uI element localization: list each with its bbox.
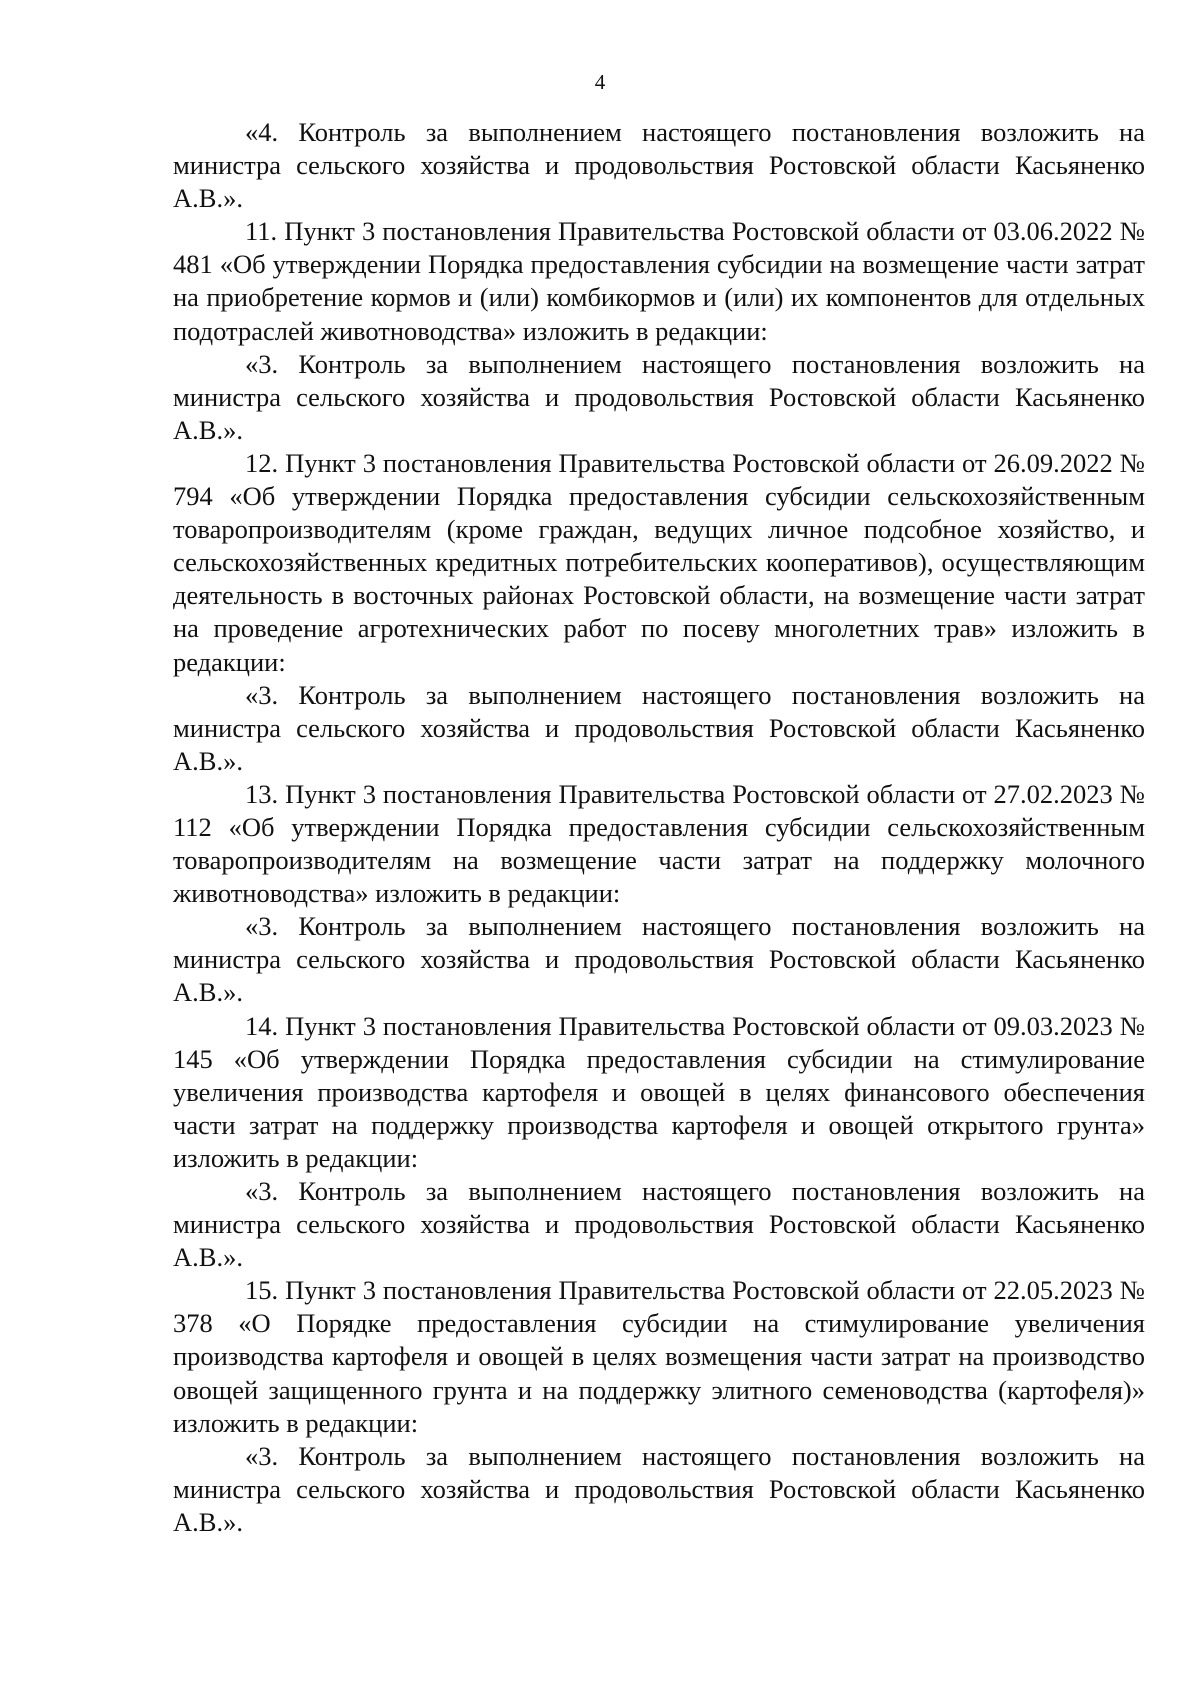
document-body <box>173 116 1145 1539</box>
paragraph-item-13: 13. Пункт 3 постановления Правительства Ростовской области от 27.02.2023 № 112 «Об утверждении Порядка предоставления субсидии сельскохозяйственным товаропроизводителям на возмещение части затрат на поддержку молочного животноводства» изложить в редакции: <box>173 778 1145 909</box>
paragraph-quote-3: «3. Контроль за выполнением настоящего постановления возложить на министра сельского хозяйства и продовольствия Ростовской области Касьяненко А.В.». <box>173 348 1145 445</box>
paragraph-item-11: 11. Пункт 3 постановления Правительства Ростовской области от 03.06.2022 № 481 «Об утверждении Порядка предоставления субсидии на возмещение части затрат на приобретение кормов и (или) комбикормов и (или) их компонентов для отдельных подотраслей животноводства» изложить в редакции: <box>173 216 1145 346</box>
paragraph-quote-3: «3. Контроль за выполнением настоящего постановления возложить на министра сельского хозяйства и продовольствия Ростовской области Касьяненко А.В.». <box>173 1176 1145 1273</box>
paragraph-quote-4: «4. Контроль за выполнением настоящего постановления возложить на министра сельского хозяйства и продовольствия Ростовской области Касьяненко А.В.». <box>173 117 1145 214</box>
paragraph-item-15: 15. Пункт 3 постановления Правительства Ростовской области от 22.05.2023 № 378 «О Порядке предоставления субсидии на стимулирование увеличения производства картофеля и овощей в целях возмещения части затрат на производство овощей защищенного грунта и на поддержку элитного семеноводства (картофеля)» изложить в редакции: <box>173 1275 1145 1438</box>
paragraph-quote-3: «3. Контроль за выполнением настоящего постановления возложить на министра сельского хозяйства и продовольствия Ростовской области Касьяненко А.В.». <box>173 679 1145 776</box>
paragraph-quote-3: «3. Контроль за выполнением настоящего постановления возложить на министра сельского хозяйства и продовольствия Ростовской области Касьяненко А.В.». <box>173 1440 1145 1537</box>
paragraph-item-12: 12. Пункт 3 постановления Правительства Ростовской области от 26.09.2022 № 794 «Об утверждении Порядка предоставления субсидии сельскохозяйственным товаропроизводителям (кроме граждан, ведущих личное подсобное хозяйство, и сельскохозяйственных кредитных потребительских кооперативов), осуществляющим деятельность в восточных районах Ростовской области, на возмещение части затрат на проведение агротехнических работ по посеву многолетних трав» изложить в редакции: <box>173 447 1145 677</box>
paragraph-quote-3: «3. Контроль за выполнением настоящего постановления возложить на министра сельского хозяйства и продовольствия Ростовской области Касьяненко А.В.». <box>173 911 1145 1008</box>
paragraph-item-14: 14. Пункт 3 постановления Правительства Ростовской области от 09.03.2023 № 145 «Об утверждении Порядка предоставления субсидии на стимулирование увеличения производства картофеля и овощей в целях финансового обеспечения части затрат на поддержку производства картофеля и овощей открытого грунта» изложить в редакции: <box>173 1010 1145 1173</box>
page-number: 4 <box>594 70 606 94</box>
